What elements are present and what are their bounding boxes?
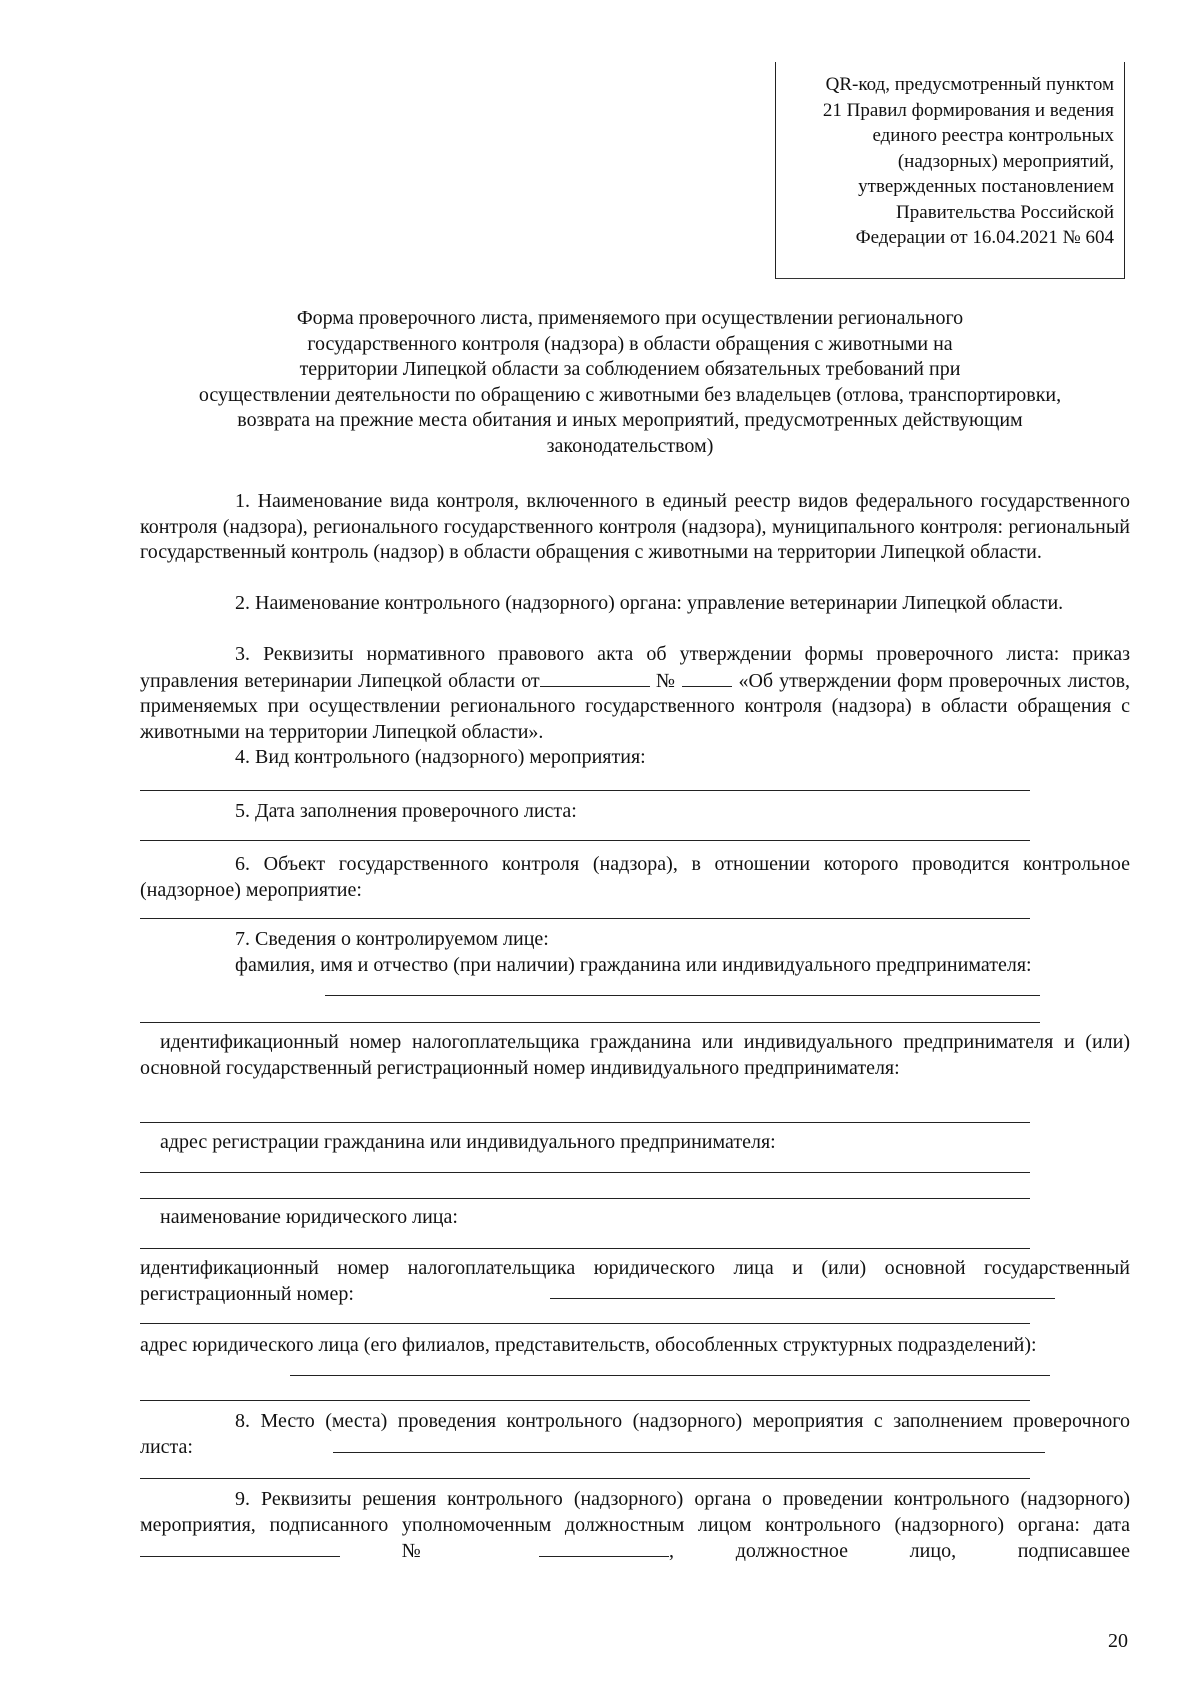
qr-note-line: Федерации от 16.04.2021 № 604: [855, 227, 1114, 248]
legal-name-field[interactable]: [140, 1248, 1030, 1249]
address-field-line-2[interactable]: [140, 1198, 1030, 1199]
item-8-location: 8. Место (места) проведения контрольного (надзорного) мероприятия с заполнением проверочного листа:: [140, 1410, 1130, 1458]
item-7-fio-label: фамилия, имя и отчество (при наличии) гражданина или индивидуального предпринимателя:: [235, 954, 1032, 976]
qr-note-line: утвержденных постановлением: [858, 176, 1114, 197]
fill-date-field[interactable]: [140, 840, 1030, 841]
title-line: территории Липецкой области за соблюдением обязательных требований при: [299, 358, 961, 380]
qr-note-line: Правительства Российской: [896, 201, 1114, 223]
item-3-number-sign: №: [655, 669, 677, 692]
legal-address-field[interactable]: [290, 1375, 1050, 1376]
decision-date-field[interactable]: [140, 1538, 340, 1557]
title-line: Форма проверочного листа, применяемого при осуществлении регионального: [296, 307, 964, 329]
location-field[interactable]: [333, 1452, 1045, 1453]
order-date-field[interactable]: [540, 668, 650, 687]
item-7-legal-address-label: адрес юридического лица (его филиалов, представительств, обособленных структурных подразделений):: [140, 1334, 1037, 1356]
qr-note-line: (надзорных) мероприятий,: [897, 150, 1114, 172]
qr-note-line: единого реестра контрольных: [872, 125, 1114, 146]
location-extra-line[interactable]: [140, 1478, 1030, 1479]
title-line: возврата на прежние места обитания и иных мероприятий, предусмотренных действующим: [237, 409, 1023, 431]
item-7-legal-inn-label: идентификационный номер налогоплательщика юридического лица и (или) основной государственный регистрационный номер:: [140, 1257, 1130, 1305]
item-3-text-b: «Об утверждении форм проверочных листов, применяемых при осуществлении регионального государственного контроля (надзора) в области обращения с животными на территории Липецкой области».: [140, 669, 1131, 743]
qr-note-line: 21 Правил формирования и ведения: [822, 99, 1114, 121]
qr-note-line: QR-код, предусмотренный пунктом: [825, 74, 1114, 95]
form-title: [140, 306, 1120, 459]
qr-code-note: [784, 72, 1114, 251]
order-number-field[interactable]: [682, 668, 732, 687]
inn-ogrnip-field[interactable]: [140, 1122, 1030, 1123]
item-7-controlled-person: 7. Сведения о контролируемом лице:: [235, 928, 549, 950]
item-6-control-object: 6. Объект государственного контроля (надзора), в отношении которого проводится контрольное (надзорное) мероприятие:: [140, 853, 1130, 901]
item-3-text-a: 3. Реквизиты нормативного правового акта об утверждении формы проверочного листа: приказ управления ветеринарии Липецкой области от: [140, 643, 1130, 692]
item-7-address-label: адрес регистрации гражданина или индивидуального предпринимателя:: [160, 1131, 776, 1153]
legal-address-extra-line[interactable]: [140, 1400, 1030, 1401]
page-number: 20: [1108, 1630, 1128, 1652]
control-object-field[interactable]: [140, 918, 1030, 919]
title-line: государственного контроля (надзора) в области обращения с животными на: [307, 332, 953, 355]
item-9-number-sign: №: [401, 1540, 478, 1562]
item-9-text-a: 9. Реквизиты решения контрольного (надзорного) органа о проведении контрольного (надзорного) мероприятия, подписанного уполномоченным должностным лицом контрольного (надзорного) органа: дата: [140, 1488, 1130, 1536]
item-7-legal-name-label: наименование юридического лица:: [160, 1206, 458, 1228]
item-5-fill-date: 5. Дата заполнения проверочного листа:: [235, 800, 577, 822]
legal-inn-ogrn-field[interactable]: [550, 1298, 1055, 1299]
title-line: осуществлении деятельности по обращению с животными без владельцев (отлова, транспортировки,: [198, 383, 1062, 406]
item-1-control-type: 1. Наименование вида контроля, включенного в единый реестр видов федерального государственного контроля (надзора), регионального государственного контроля (надзора), муниципального контроля: региональный государственный контроль (надзор) в области обращения с животными на территории Липецкой области.: [140, 490, 1130, 563]
fio-field-extra-line[interactable]: [140, 1022, 1040, 1023]
event-type-field[interactable]: [140, 790, 1030, 791]
item-3-legal-act: [140, 642, 1130, 745]
address-field-line-1[interactable]: [140, 1172, 1030, 1173]
item-2-authority: 2. Наименование контрольного (надзорного) органа: управление ветеринарии Липецкой области.: [235, 592, 1064, 614]
fio-field[interactable]: [325, 995, 1040, 996]
item-9-text-b: , должностное лицо, подписавшее: [669, 1540, 1131, 1562]
title-line: законодательством): [546, 434, 714, 457]
qr-code-placeholder-box: [775, 62, 1125, 279]
item-4-event-type: 4. Вид контрольного (надзорного) мероприятия:: [235, 746, 646, 768]
decision-number-field[interactable]: [539, 1538, 669, 1557]
legal-inn-ogrn-extra-line[interactable]: [140, 1323, 1030, 1324]
item-7-inn-label: идентификационный номер налогоплательщика гражданина или индивидуального предпринимателя и (или) основной государственный регистрационный номер индивидуального предпринимателя:: [140, 1031, 1130, 1079]
item-9-decision: [140, 1487, 1130, 1565]
